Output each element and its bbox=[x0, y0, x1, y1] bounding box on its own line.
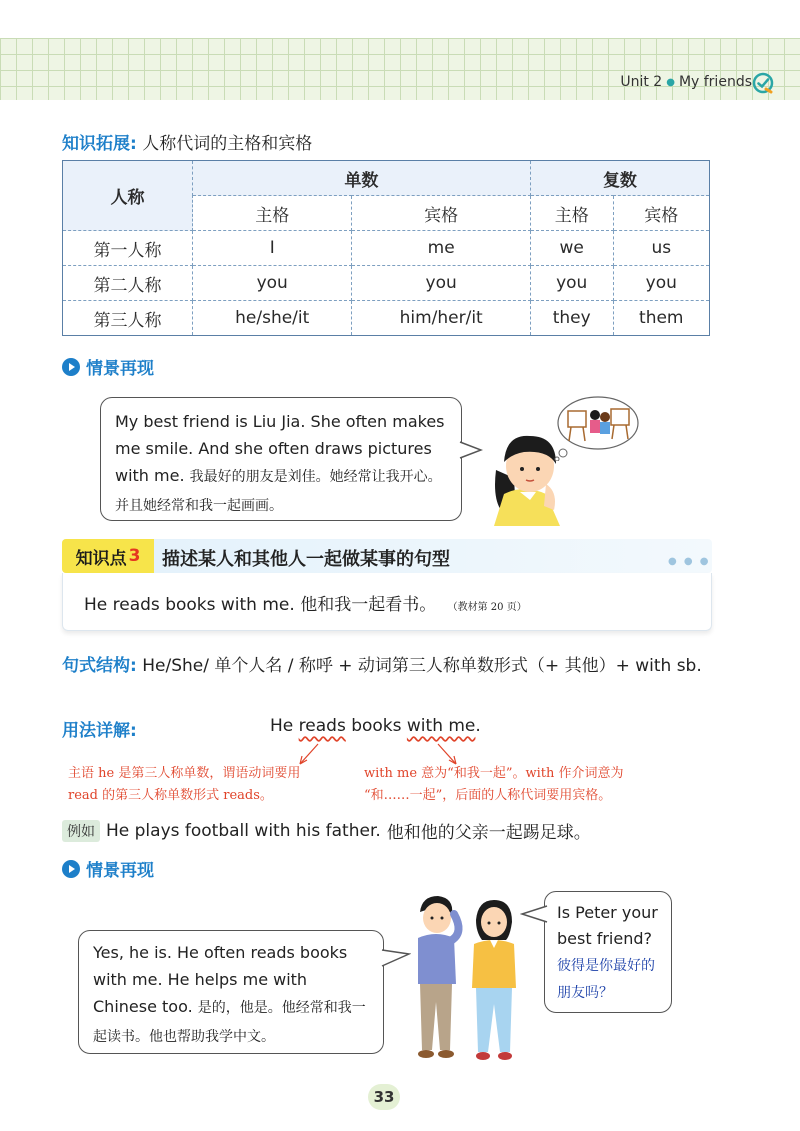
table-group-plural: 复数 bbox=[530, 161, 709, 196]
check-badge-icon bbox=[752, 72, 774, 94]
bubble-text-cn: 我最好的朋友是刘佳。她经常让我开心。并且她经常和我一起画画。 bbox=[115, 469, 442, 514]
play-icon bbox=[62, 860, 80, 878]
bubble-text-cn: 是的，他是。他经常和我一起读书。他也帮助我学中文。 bbox=[93, 1000, 366, 1045]
scene-heading bbox=[62, 856, 154, 881]
table-cell: him/her/it bbox=[352, 301, 530, 336]
unit-separator-dot: ● bbox=[666, 76, 675, 88]
table-row-header: 第一人称 bbox=[63, 231, 193, 266]
structure-text: He/She/ 单个人名 / 称呼 + 动词第三人称单数形式（+ 其他）+ with sb. bbox=[142, 656, 702, 676]
example-tag: 例如 bbox=[62, 820, 100, 842]
kp-sentence-en: He reads books with me. bbox=[84, 595, 295, 615]
example-en: He plays football with his father. bbox=[106, 820, 381, 841]
girl-illustration bbox=[466, 896, 522, 1064]
table-cell: we bbox=[530, 231, 613, 266]
usage-label: 用法详解: bbox=[62, 721, 137, 741]
table-subheader: 宾格 bbox=[352, 196, 530, 231]
bubble-tail bbox=[459, 440, 483, 462]
extension-title: 人称代词的主格和宾格 bbox=[142, 134, 313, 154]
usage-note-right bbox=[364, 763, 623, 807]
table-cell: I bbox=[193, 231, 352, 266]
unit-number: Unit 2 bbox=[620, 74, 663, 90]
scene-heading-label: 情景再现 bbox=[86, 861, 154, 881]
table-group-singular: 单数 bbox=[193, 161, 531, 196]
knowledge-point-tag-label: 知识点 bbox=[75, 548, 127, 569]
usage-note-right-line1: with me 意为“和我一起”。with 作介词意为 bbox=[364, 766, 624, 781]
speech-bubble-girl bbox=[100, 397, 462, 521]
bubble-text-cn: 彼得是你最好的朋友吗？ bbox=[557, 958, 655, 1001]
usage-note-left-line2: read 的第三人称单数形式 reads。 bbox=[68, 788, 273, 803]
table-subheader: 宾格 bbox=[613, 196, 709, 231]
table-row bbox=[63, 301, 710, 336]
unit-title: My friends bbox=[678, 74, 752, 90]
scene-heading-label: 情景再现 bbox=[86, 359, 154, 379]
bubble-tail bbox=[520, 904, 548, 926]
usage-part-with-me: with me bbox=[406, 716, 476, 736]
table-row-header: 第三人称 bbox=[63, 301, 193, 336]
table-cell: me bbox=[352, 231, 530, 266]
usage-note-left bbox=[68, 763, 300, 807]
table-cell: you bbox=[352, 266, 530, 301]
usage-part-reads: reads bbox=[298, 716, 346, 736]
page-number: 33 bbox=[368, 1084, 400, 1110]
knowledge-point-sentence bbox=[84, 590, 527, 615]
table-cell: you bbox=[613, 266, 709, 301]
table-row bbox=[63, 231, 710, 266]
kp-source: （教材第 20 页） bbox=[447, 602, 527, 613]
header-grid-band bbox=[0, 38, 800, 100]
sentence-structure bbox=[62, 651, 722, 681]
banner-dots-decoration: ● ● ● bbox=[668, 556, 711, 567]
knowledge-point-number: 3 bbox=[128, 546, 141, 566]
table-cell: they bbox=[530, 301, 613, 336]
speech-bubble-boy bbox=[78, 930, 384, 1054]
usage-note-left-line1: 主语 he 是第三人称单数，谓语动词要用 bbox=[68, 766, 301, 781]
table-subheader: 主格 bbox=[193, 196, 352, 231]
example-line bbox=[62, 818, 591, 843]
example-cn: 他和他的父亲一起踢足球。 bbox=[386, 823, 591, 843]
table-subheader: 主格 bbox=[530, 196, 613, 231]
thought-bubble-painting bbox=[553, 393, 643, 461]
extension-heading bbox=[62, 129, 312, 154]
table-cell: he/she/it bbox=[193, 301, 352, 336]
table-cell: us bbox=[613, 231, 709, 266]
knowledge-point-tag bbox=[62, 539, 154, 573]
table-row bbox=[63, 266, 710, 301]
table-cell: you bbox=[193, 266, 352, 301]
scene-heading bbox=[62, 354, 154, 379]
usage-note-right-line2: “和……一起”，后面的人称代词要用宾格。 bbox=[364, 788, 612, 803]
bubble-text-en: Is Peter your best friend? bbox=[557, 903, 658, 948]
pronoun-table bbox=[62, 160, 710, 336]
bubble-text-en: Yes, he is. He often reads books with me. He helps me with Chinese too. bbox=[93, 943, 348, 1016]
speech-bubble-girl-question bbox=[544, 891, 672, 1013]
bubble-text-en: My best friend is Liu Jia. She often makes me smile. And she often draws pictures with me. bbox=[115, 412, 445, 485]
unit-label bbox=[620, 74, 752, 90]
table-corner: 人称 bbox=[63, 161, 193, 231]
knowledge-point-title: 描述某人和其他人一起做某事的句型 bbox=[162, 549, 450, 570]
table-row-header: 第二人称 bbox=[63, 266, 193, 301]
play-icon bbox=[62, 358, 80, 376]
usage-part: books bbox=[345, 716, 407, 736]
kp-sentence-cn: 他和我一起看书。 bbox=[300, 595, 437, 615]
boy-illustration bbox=[406, 892, 466, 1062]
extension-label: 知识拓展: bbox=[62, 134, 137, 154]
usage-sentence bbox=[270, 716, 481, 736]
structure-label: 句式结构: bbox=[62, 656, 137, 676]
table-cell: you bbox=[530, 266, 613, 301]
usage-part: He bbox=[270, 716, 299, 736]
table-cell: them bbox=[613, 301, 709, 336]
usage-part: . bbox=[475, 716, 481, 736]
